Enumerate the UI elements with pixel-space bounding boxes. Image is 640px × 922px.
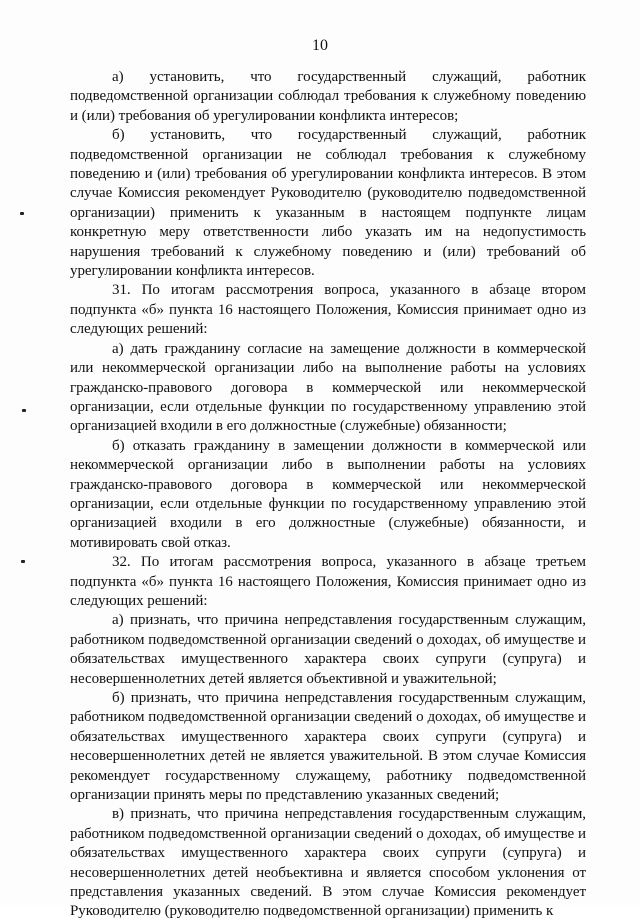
paragraph-31: 31. По итогам рассмотрения вопроса, указанного в абзаце втором подпункта «б» пункта 16 настоящего Положения, Комиссия принимает одно из следующих решений: [70, 282, 586, 338]
paragraph-32b: б) признать, что причина непредставления государственным служащим, работником подведомственной организации сведений о доходах, об имуществе и обязательствах имущественного характера своих супруги (супруга) и несовершеннолетних детей не является уважительной. В этом случае Комиссия рекомендует государственному служащему, работнику подведомственной организации принять меры по представлению указанных сведений; [70, 690, 586, 804]
paragraph-32: 32. По итогам рассмотрения вопроса, указанного в абзаце третьем подпункта «б» пункта 16 настоящего Положения, Комиссия принимает одно из следующих решений: [70, 554, 586, 609]
page-number: 10 [312, 37, 328, 54]
paragraph-32a: а) признать, что причина непредставления государственным служащим, работником подведомственной организации сведений о доходах, об имуществе и обязательствах имущественного характера своих супруги (супруга) и несовершеннолетних детей является объективной и уважительной; [70, 612, 586, 687]
paragraph-31a: а) дать гражданину согласие на замещение должности в коммерческой или некоммерческой организации либо на выполнение работы на условиях гражданско-правового договора в коммерческой или некоммерческой организации, если отдельные функции по государственному управлению этой организацией входили в его должностные (служебные) обязанности; [70, 340, 586, 435]
document-body [70, 68, 586, 922]
paragraph-31b: б) отказать гражданину в замещении должности в коммерческой или некоммерческой организации либо в выполнении работы на условиях гражданско-правового договора в коммерческой или некоммерческой организации, если отдельные функции по государственному управлению этой организацией входили в его должностные (служебные) обязанности, и мотивировать свой отказ. [70, 437, 586, 551]
scan-mark [22, 409, 26, 412]
scan-mark [21, 560, 25, 563]
paragraph-30b: б) установить, что государственный служащий, работник подведомственной организации не соблюдал требования к служебному поведению и (или) требования об урегулировании конфликта интересов. В этом случае Комиссия рекомендует Руководителю (руководителю подведомственной организации) применить к указанным в настоящем подпункте лицам конкретную меру ответственности либо указать им на недопустимость нарушения требований к служебному поведению и (или) требований об урегулировании конфликта интересов. [70, 127, 586, 280]
paragraph-30a: а) установить, что государственный служащий, работник подведомственной организации соблюдал требования к служебному поведению и (или) требования об урегулировании конфликта интересов; [70, 69, 586, 124]
paragraph-32c: в) признать, что причина непредставления государственным служащим, работником подведомственной организации сведений о доходах, об имуществе и обязательствах имущественного характера своих супруги (супруга) и несовершеннолетних детей необъективна и является способом уклонения от представления указанных сведений. В этом случае Комиссия рекомендует Руководителю (руководителю подведомственной организации) применить к [70, 806, 586, 920]
scan-mark [20, 212, 24, 215]
